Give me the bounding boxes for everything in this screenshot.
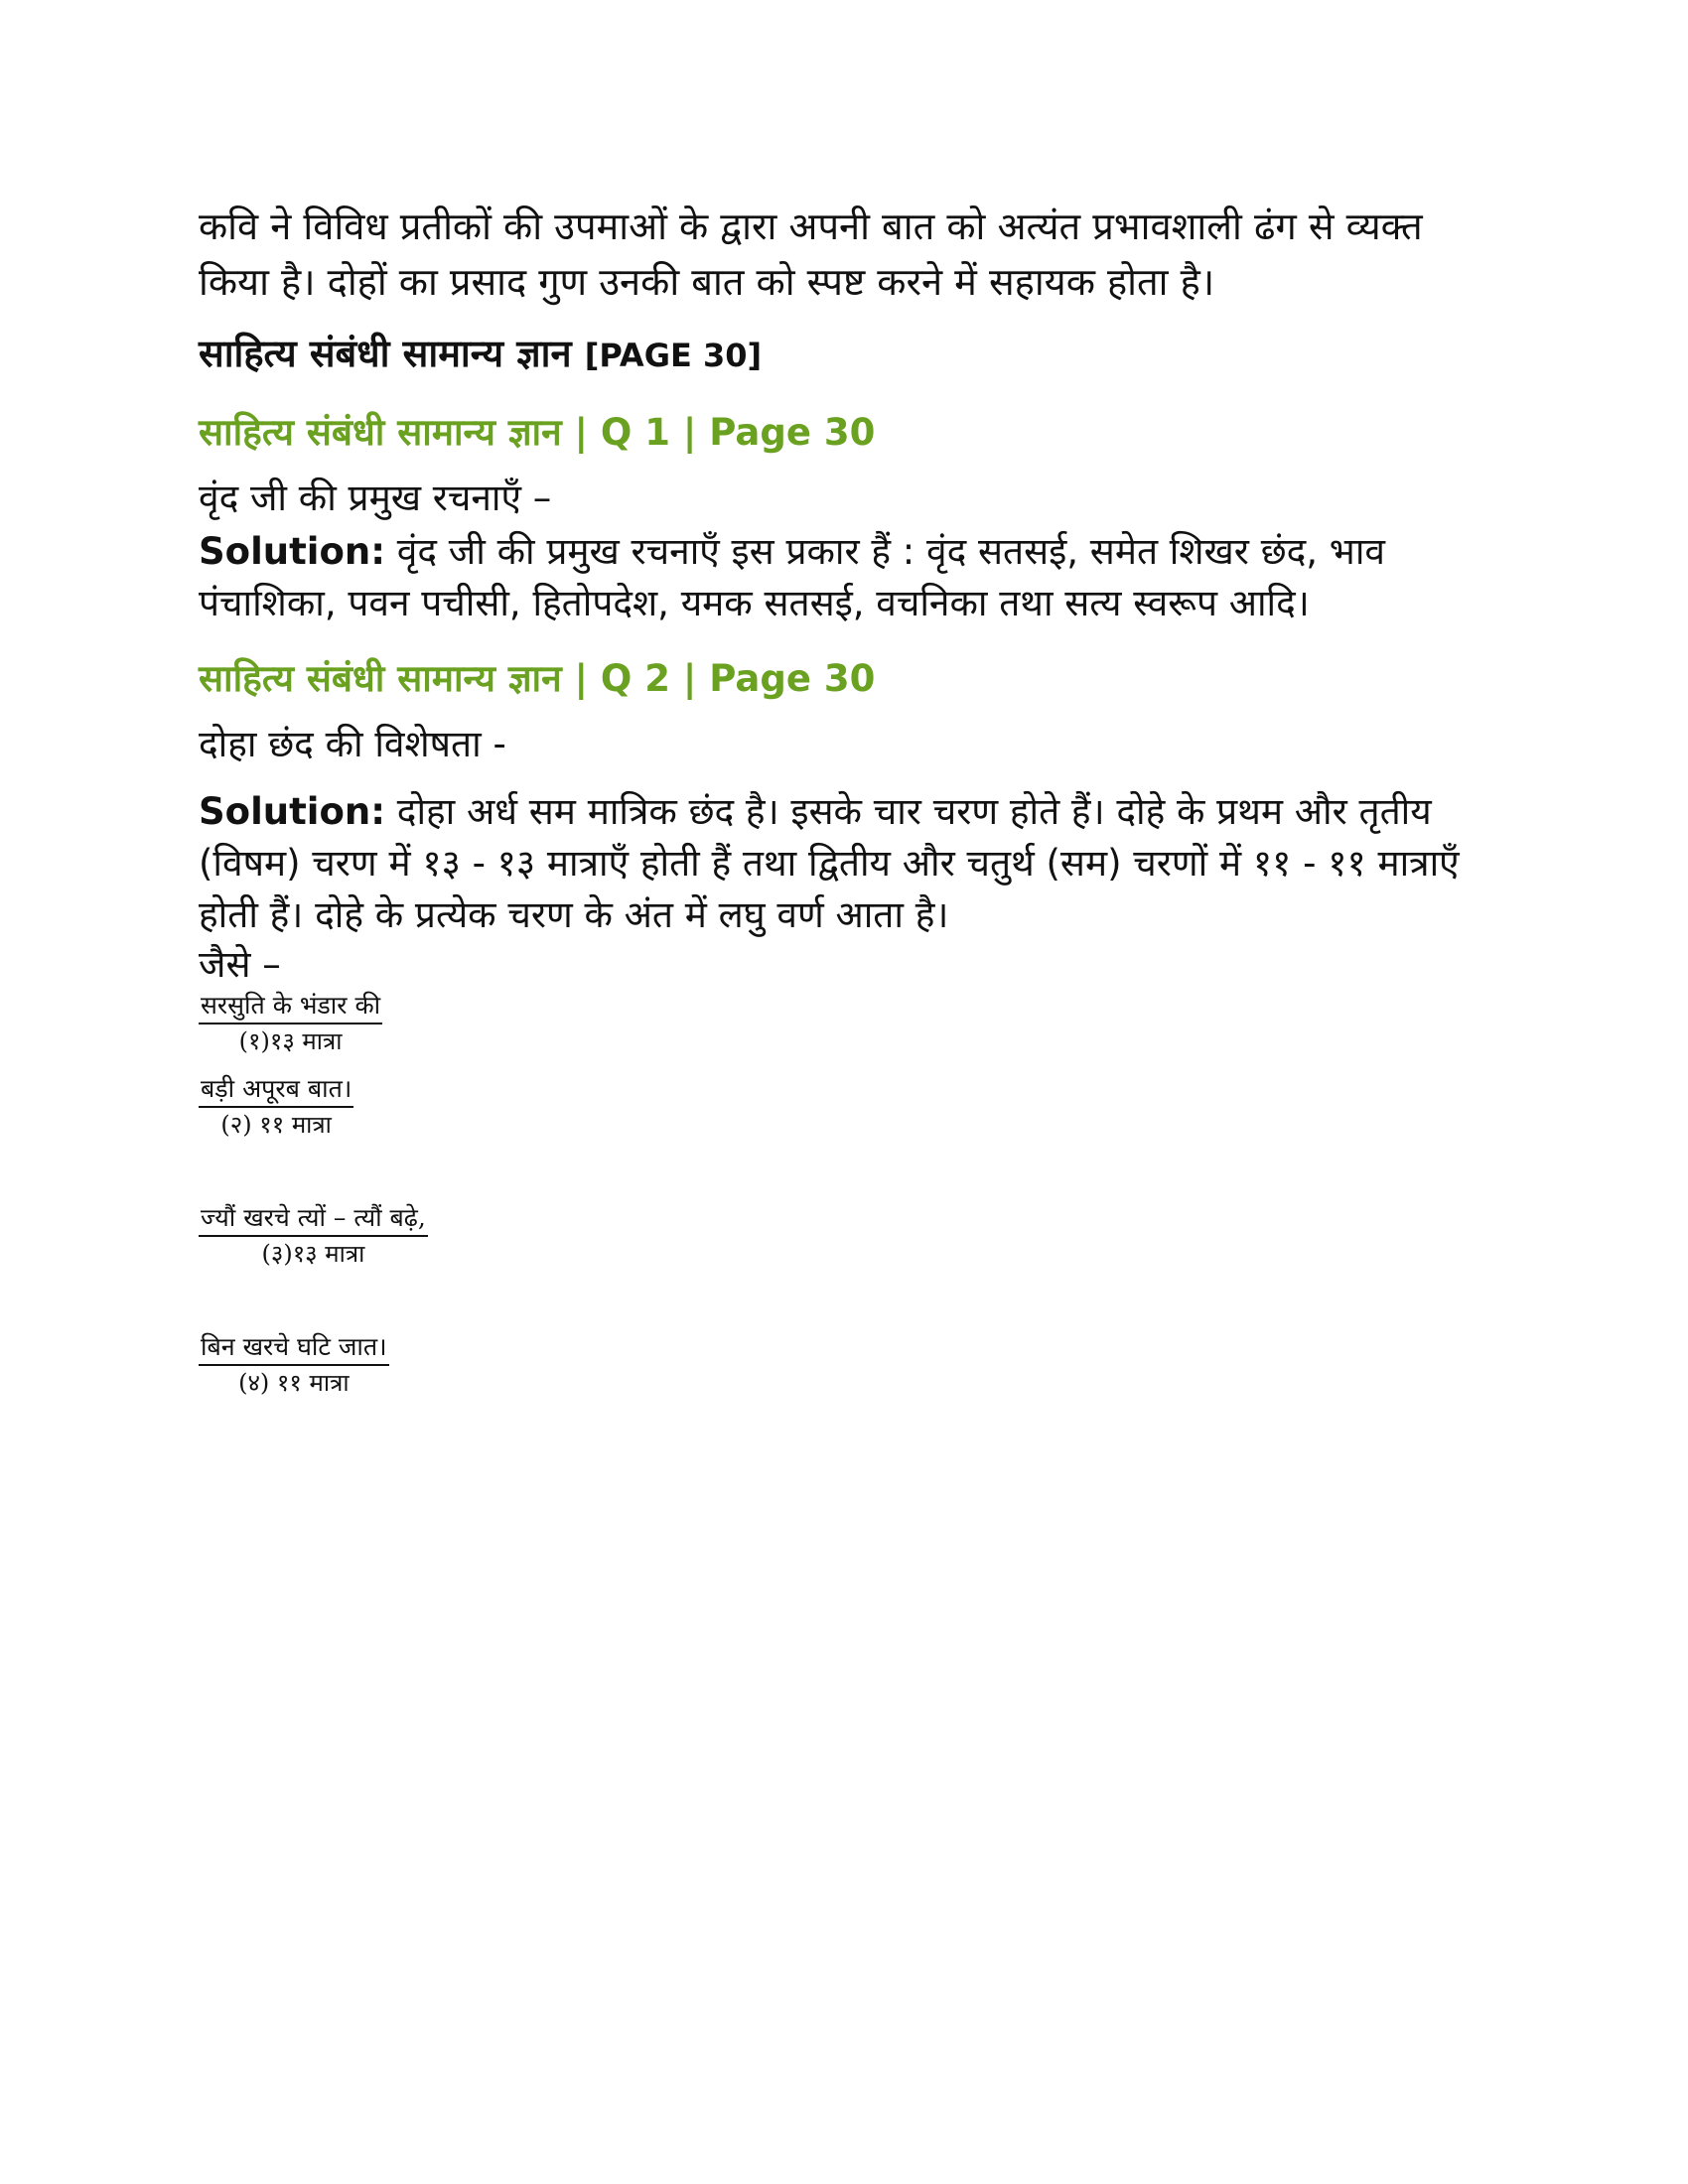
q1-solution-line-1 [199,526,1489,578]
document-page [199,199,1489,1414]
q2-question: दोहा छंद की विशेषता - [199,723,506,765]
example-text: ज्यौं खरचे त्यों – त्यौं बढ़े, [199,1201,428,1237]
q2-solution-text-1: दोहा अर्ध सम मात्रिक छंद है। इसके चार चरण होते हैं। दोहे के प्रथम और तृतीय [385,790,1432,833]
intro-line-2: किया है। दोहों का प्रसाद गुण उनकी बात को स्पष्ट करने में सहायक होता है। [199,260,1215,304]
example-count: (३)१३ मात्रा [261,1240,365,1268]
example-1 [199,989,1489,1072]
example-fraction [199,1330,389,1400]
example-text: सरसुति के भंडार की [199,989,382,1024]
example-count: (१)१३ मात्रा [238,1027,343,1055]
q2-solution-line-1 [199,786,1489,838]
section-title-text: साहित्य संबंधी सामान्य ज्ञान [199,332,572,375]
q1-solution-label: Solution: [199,530,386,573]
q1-solution-line-2: पंचाशिका, पवन पचीसी, हितोपदेश, यमक सतसई, वचनिका तथा सत्य स्वरूप आदि। [199,582,1310,624]
q2-solution-line-2: (विषम) चरण में १३ - १३ मात्राएँ होती हैं तथा द्वितीय और चतुर्थ (सम) चरणों में ११ - ११ मात्राएँ [199,842,1460,885]
example-label: जैसे – [199,943,281,986]
section-title [199,326,1489,383]
example-text: बिन खरचे घटि जात। [199,1330,389,1366]
example-3 [199,1201,1489,1330]
example-count: (२) ११ मात्रा [220,1111,332,1139]
example-count: (४) ११ मात्रा [238,1369,350,1397]
q2-solution-line-3: होती हैं। दोहे के प्रत्येक चरण के अंत में लघु वर्ण आता है। [199,893,949,936]
example-fraction [199,1201,428,1271]
q2-solution-label: Solution: [199,790,386,833]
q1-heading: साहित्य संबंधी सामान्य ज्ञान | Q 1 | Page 30 [199,411,876,454]
q2-heading: साहित्य संबंधी सामान्य ज्ञान | Q 2 | Page 30 [199,657,876,700]
example-fraction [199,989,382,1058]
q1-question: वृंद जी की प्रमुख रचनाएँ – [199,477,552,519]
intro-line-1: कवि ने विविध प्रतीकों की उपमाओं के द्वारा अपनी बात को अत्यंत प्रभावशाली ढंग से व्यक्त [199,205,1423,248]
example-4 [199,1330,1489,1414]
example-text: बड़ी अपूरब बात। [199,1072,353,1108]
q1-solution-text-1: वृंद जी की प्रमुख रचनाएँ इस प्रकार हैं : वृंद सतसई, समेत शिखर छंद, भाव [385,530,1385,573]
section-page-tag: [PAGE 30] [584,337,763,374]
example-2 [199,1072,1489,1201]
example-fraction [199,1072,353,1142]
